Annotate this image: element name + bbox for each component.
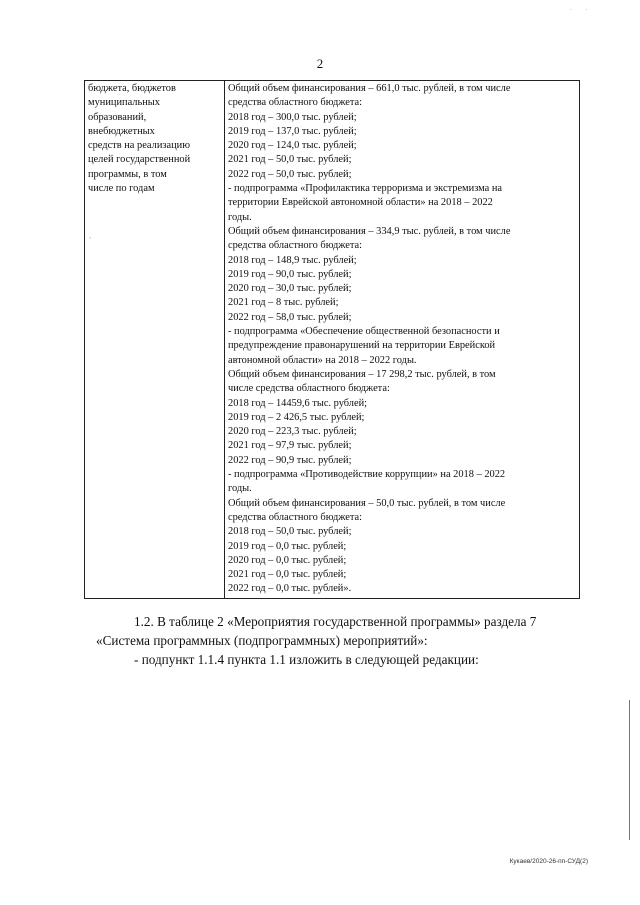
- funding-detail-line: - подпрограмма «Обеспечение общественной безопасности и: [228, 326, 500, 338]
- funding-detail-line: автономной области» на 2018 – 2022 годы.: [228, 354, 417, 366]
- corner-mark: . .: [570, 4, 594, 12]
- funding-detail-line: Общий объем финансирования – 17 298,2 тыс. рублей, в том: [228, 368, 496, 380]
- page-number: 2: [316, 56, 324, 71]
- funding-detail-line: 2022 год – 0,0 тыс. рублей».: [228, 583, 352, 595]
- funding-detail-line: числе средства областного бюджета:: [228, 383, 390, 395]
- funding-detail-line: Общий объем финансирования – 661,0 тыс. рублей, в том числе: [228, 83, 511, 94]
- funding-detail-line: 2020 год – 124,0 тыс. рублей;: [228, 140, 357, 152]
- funding-detail-line: годы.: [228, 483, 252, 495]
- funding-detail-line: Общий объем финансирования – 334,9 тыс. рублей, в том числе: [228, 225, 511, 237]
- funding-label-line: целей государственной: [88, 154, 191, 166]
- paragraph-subpoint-text: - подпункт 1.1.4 пункта 1.1 изложить в следующей редакции:: [134, 652, 479, 667]
- funding-detail-line: 2021 год – 97,9 тыс. рублей;: [228, 440, 352, 452]
- funding-detail-line: годы.: [228, 211, 252, 223]
- funding-detail-line: 2019 год – 137,0 тыс. рублей;: [228, 125, 357, 137]
- funding-detail-line: 2020 год – 0,0 тыс. рублей;: [228, 554, 347, 566]
- funding-detail-line: территории Еврейской автономной области» на 2018 – 2022: [228, 197, 493, 209]
- document-code: Кукаев/2020-26-пп-СУД(2): [509, 858, 588, 865]
- paragraph-1-2-line-1: 1.2. В таблице 2 «Мероприятия государственной программы» раздела 7: [134, 614, 537, 629]
- funding-detail-line: 2021 год – 50,0 тыс. рублей;: [228, 154, 352, 166]
- funding-detail-line: 2022 год – 50,0 тыс. рублей;: [228, 168, 352, 180]
- paragraph-1-2-continuation: [96, 631, 582, 650]
- funding-detail-line: 2021 год – 0,0 тыс. рублей;: [228, 569, 347, 581]
- funding-detail-line: 2020 год – 30,0 тыс. рублей;: [228, 283, 352, 295]
- funding-label-line: бюджета, бюджетов: [88, 83, 176, 94]
- funding-detail-line: средства областного бюджета:: [228, 240, 363, 252]
- margin-line: [629, 700, 630, 840]
- funding-detail-line: 2020 год – 223,3 тыс. рублей;: [228, 426, 357, 438]
- funding-detail-line: средства областного бюджета:: [228, 511, 363, 523]
- table-row: [85, 81, 580, 599]
- funding-label-line: образований,: [88, 111, 147, 123]
- funding-detail-line: 2018 год – 14459,6 тыс. рублей;: [228, 397, 368, 409]
- funding-detail-line: 2022 год – 90,9 тыс. рублей;: [228, 454, 352, 466]
- funding-detail-line: 2022 год – 58,0 тыс. рублей;: [228, 311, 352, 323]
- funding-detail-line: 2019 год – 2 426,5 тыс. рублей;: [228, 411, 365, 423]
- funding-label-line: числе по годам: [88, 183, 155, 195]
- funding-detail-line: - подпрограмма «Противодействие коррупции» на 2018 – 2022: [228, 469, 506, 481]
- paragraph-1-2: [96, 612, 582, 631]
- funding-detail-line: 2018 год – 50,0 тыс. рублей;: [228, 526, 352, 538]
- funding-label-line: внебюджетных: [88, 125, 155, 137]
- paragraph-subpoint: [96, 650, 582, 669]
- funding-label-line: средств на реализацию: [88, 140, 190, 152]
- funding-detail-line: Общий объем финансирования – 50,0 тыс. рублей, в том числе: [228, 497, 506, 509]
- funding-label-cell: [85, 81, 225, 599]
- funding-table: [84, 80, 580, 599]
- funding-details-cell: [225, 81, 580, 599]
- funding-detail-line: 2018 год – 300,0 тыс. рублей;: [228, 111, 357, 123]
- funding-detail-line: 2018 год – 148,9 тыс. рублей;: [228, 254, 357, 266]
- funding-label-line: муниципальных: [88, 97, 160, 109]
- funding-detail-line: 2019 год – 0,0 тыс. рублей;: [228, 540, 347, 552]
- funding-detail-line: - подпрограмма «Профилактика терроризма и экстремизма на: [228, 183, 503, 195]
- side-tick: ˎ: [89, 231, 92, 239]
- funding-detail-line: средства областного бюджета:: [228, 97, 363, 109]
- funding-label-line: программы, в том: [88, 168, 167, 180]
- funding-detail-line: 2019 год – 90,0 тыс. рублей;: [228, 268, 352, 280]
- paragraph-1-2-line-2: «Система программных (подпрограммных) мероприятий»:: [96, 633, 428, 648]
- funding-detail-line: предупреждение правонарушений на территории Еврейской: [228, 340, 496, 352]
- funding-detail-line: 2021 год – 8 тыс. рублей;: [228, 297, 339, 309]
